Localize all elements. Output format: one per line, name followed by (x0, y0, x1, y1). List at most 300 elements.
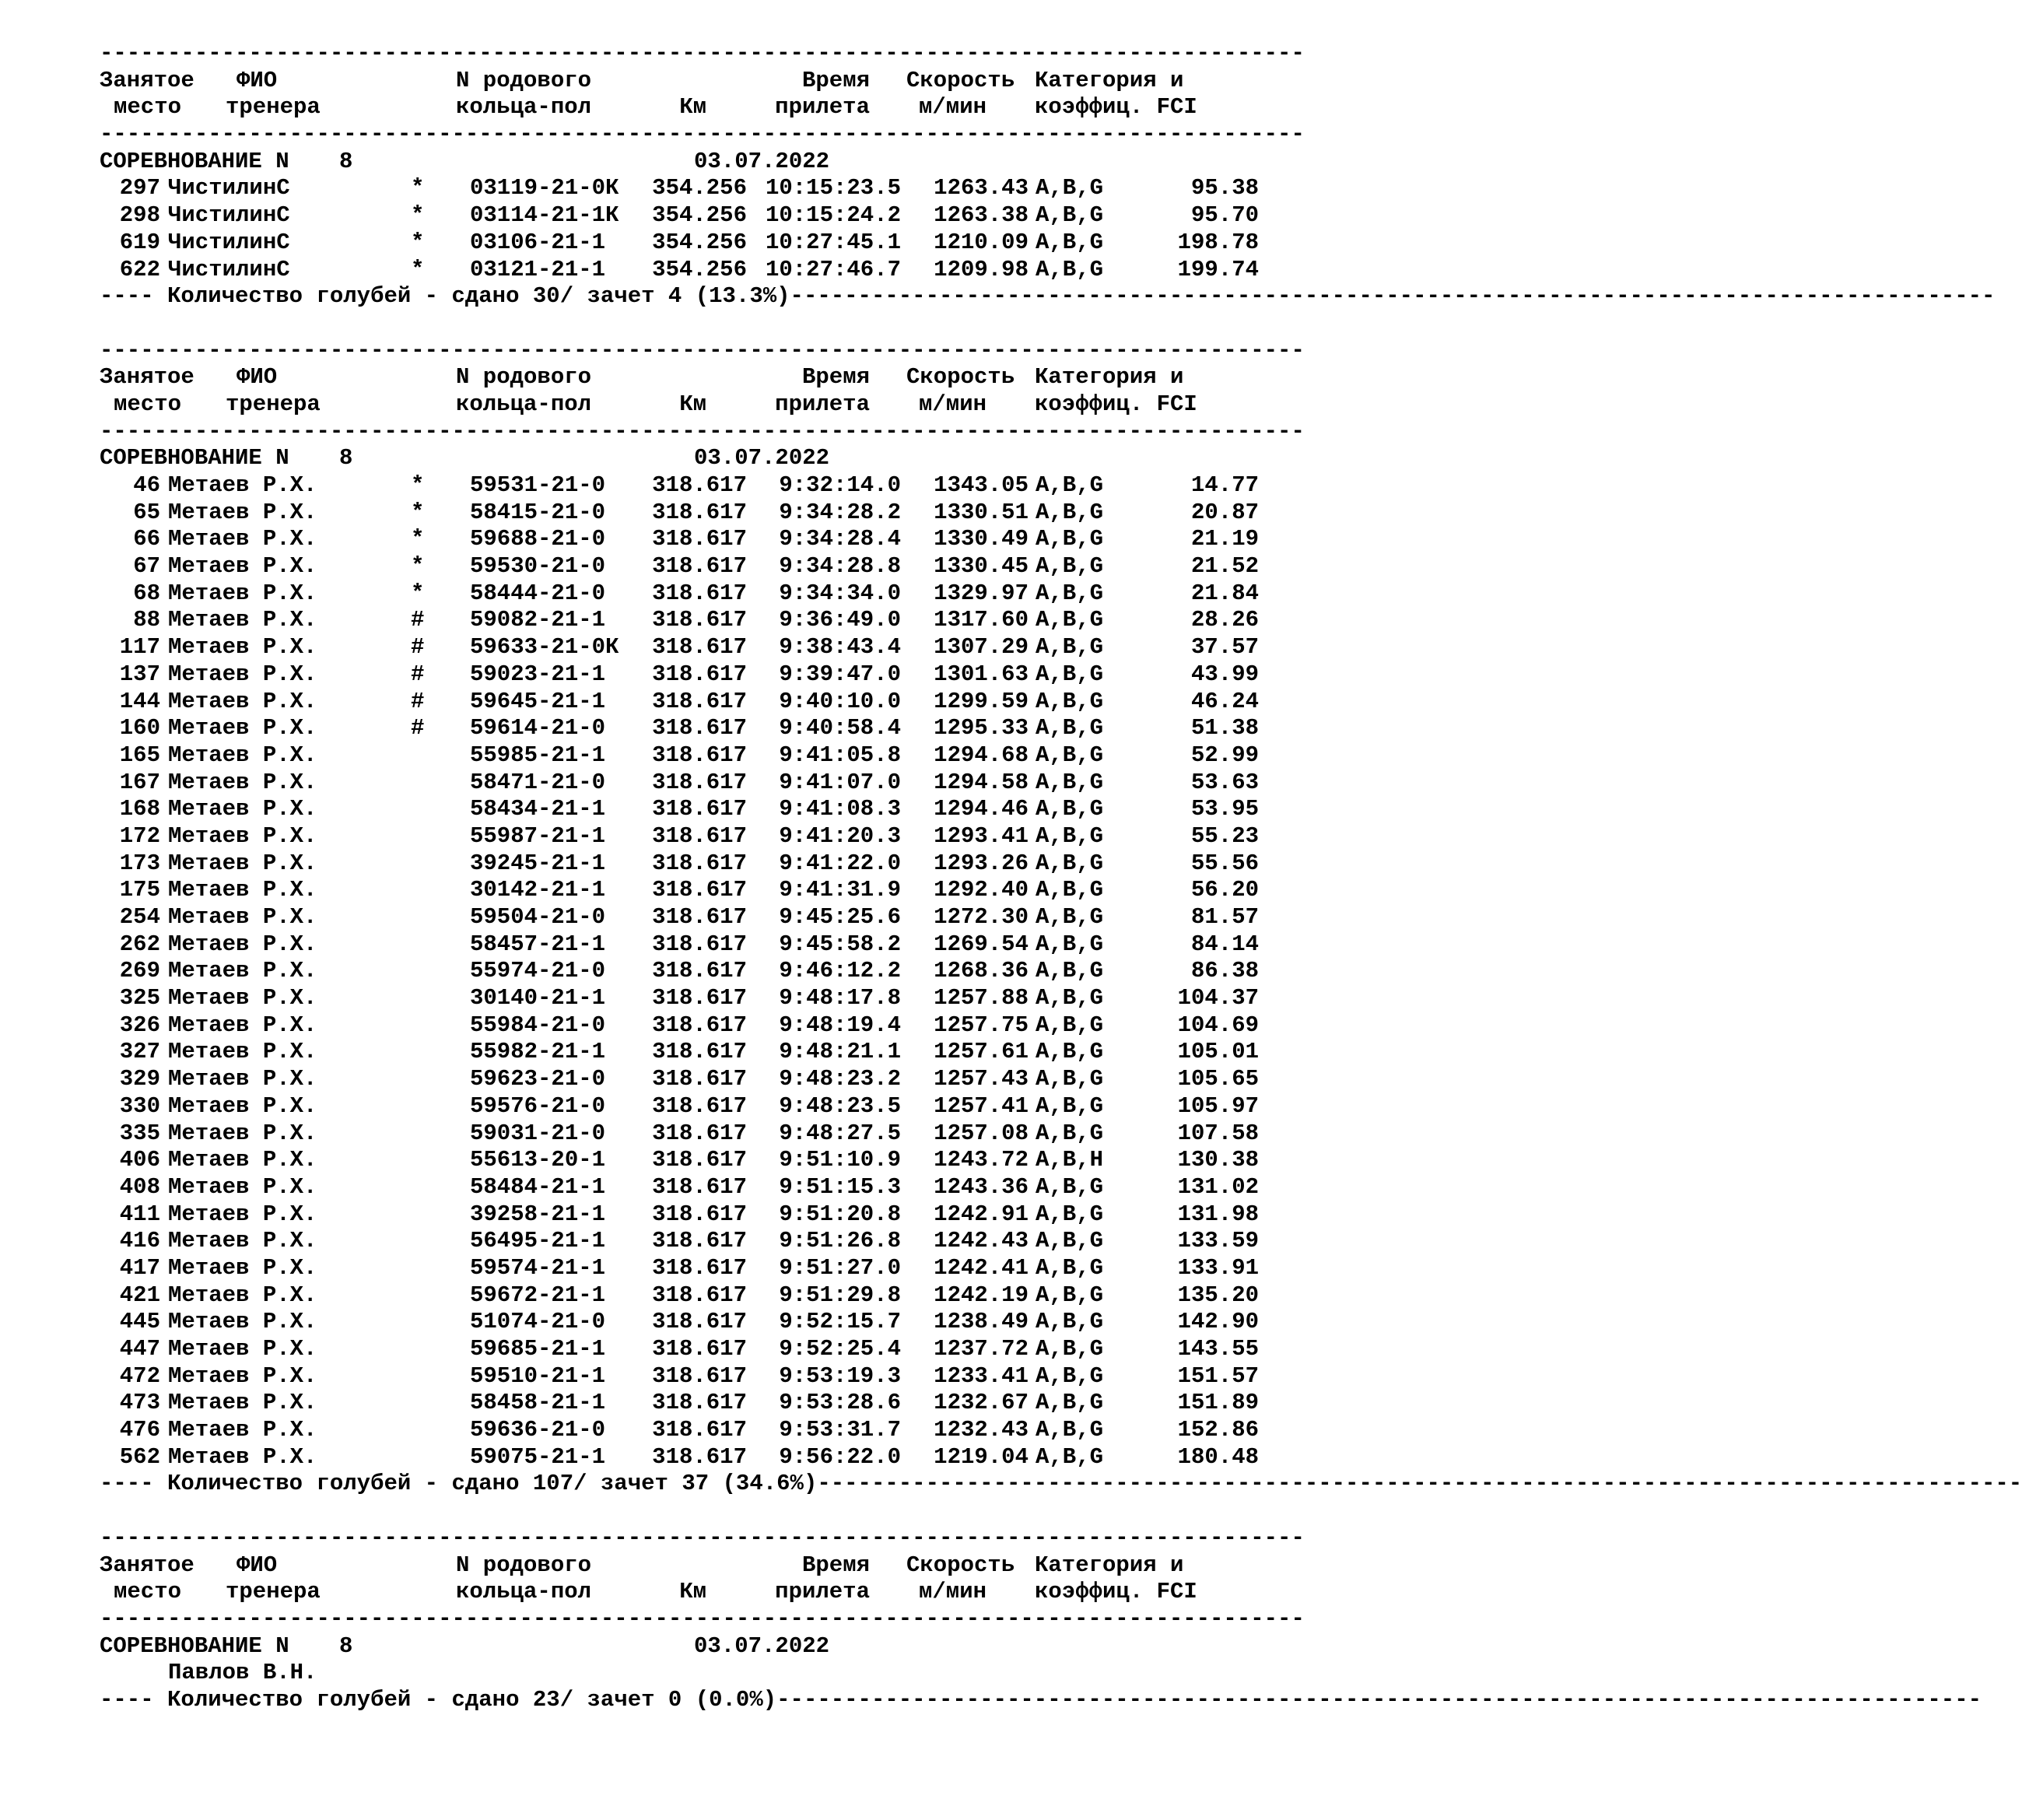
fci-coefficient: 55.23 (1190, 822, 1259, 849)
header-place: Занятое (100, 1552, 194, 1578)
table-row (100, 472, 1267, 500)
competition-date: 03.07.2022 (694, 445, 830, 472)
arrival-time: 9:56:22.0 (779, 1443, 901, 1470)
place: 562 (119, 1443, 160, 1470)
dash-divider: ----------------------------------------------------------------------------------------- (100, 40, 1305, 66)
speed: 1292.40 (934, 877, 1029, 903)
table-row (100, 715, 1267, 742)
ring-number: 55982-21-1 (470, 1039, 606, 1065)
arrival-time: 9:46:12.2 (779, 958, 901, 984)
fci-coefficient: 37.57 (1190, 634, 1259, 661)
place: 335 (119, 1120, 160, 1146)
speed: 1295.33 (934, 715, 1029, 742)
mark: # (411, 607, 425, 633)
speed: 1294.58 (934, 769, 1029, 795)
fancier-name: Метаев Р.Х. (168, 553, 317, 580)
speed: 1301.63 (934, 661, 1029, 687)
competition-number: 8 (339, 445, 353, 472)
distance-km: 318.617 (652, 822, 747, 849)
place: 411 (119, 1201, 160, 1227)
fancier-name: Метаев Р.Х. (168, 1362, 317, 1389)
ring-number: 58458-21-1 (470, 1390, 606, 1416)
section-title (100, 445, 1267, 472)
place: 417 (119, 1254, 160, 1281)
fci-coefficient: 105.01 (1177, 1039, 1259, 1065)
ring-number: 59504-21-0 (470, 904, 606, 930)
fancier-name: Метаев Р.Х. (168, 1201, 317, 1227)
fci-coefficient: 21.52 (1190, 553, 1259, 580)
fancier-name: Метаев Р.Х. (168, 1336, 317, 1362)
fancier-name: Метаев Р.Х. (168, 769, 317, 795)
category: A,B,G (1036, 985, 1104, 1012)
fancier-name: Метаев Р.Х. (168, 1282, 317, 1308)
table-row (100, 661, 1267, 689)
speed: 1257.41 (934, 1092, 1029, 1119)
arrival-time: 9:48:27.5 (779, 1120, 901, 1146)
header-name-2: тренера (226, 391, 321, 417)
category: A,B,G (1036, 850, 1104, 876)
distance-km: 318.617 (652, 796, 747, 822)
fci-coefficient: 198.78 (1177, 229, 1259, 255)
speed: 1343.05 (934, 472, 1029, 498)
speed: 1329.97 (934, 580, 1029, 606)
ring-number: 56495-21-1 (470, 1228, 606, 1254)
speed: 1242.41 (934, 1254, 1029, 1281)
place: 160 (119, 715, 160, 742)
arrival-time: 9:41:20.3 (779, 822, 901, 849)
arrival-time: 9:40:58.4 (779, 715, 901, 742)
category: A,B,G (1036, 1443, 1104, 1470)
table-row (100, 607, 1267, 634)
ring-number: 59510-21-1 (470, 1362, 606, 1389)
arrival-time: 9:51:27.0 (779, 1254, 901, 1281)
place: 473 (119, 1390, 160, 1416)
header-category-2: коэффиц. FCI (1035, 94, 1197, 121)
fci-coefficient: 56.20 (1190, 877, 1259, 903)
table-row (100, 202, 1267, 230)
fci-coefficient: 84.14 (1190, 931, 1259, 957)
header-ring-2: кольца-пол (456, 391, 592, 417)
category: A,B,G (1036, 904, 1104, 930)
fancier-name: Метаев Р.Х. (168, 472, 317, 498)
speed: 1294.68 (934, 742, 1029, 768)
speed: 1263.38 (934, 202, 1029, 229)
table-row (100, 1174, 1267, 1201)
category: A,B,G (1036, 688, 1104, 714)
header-row-2 (100, 1579, 1267, 1606)
ring-number: 39258-21-1 (470, 1201, 606, 1227)
place: 447 (119, 1336, 160, 1362)
arrival-time: 9:48:17.8 (779, 985, 901, 1012)
fci-coefficient: 53.95 (1190, 796, 1259, 822)
category: A,B,G (1036, 499, 1104, 525)
distance-km: 318.617 (652, 499, 747, 525)
ring-number: 58444-21-0 (470, 580, 606, 606)
category: A,B,G (1036, 175, 1104, 202)
speed: 1243.36 (934, 1173, 1029, 1200)
fancier-name: Метаев Р.Х. (168, 904, 317, 930)
ring-number: 03119-21-0К (470, 175, 619, 202)
speed: 1237.72 (934, 1336, 1029, 1362)
distance-km: 318.617 (652, 1201, 747, 1227)
arrival-time: 9:53:31.7 (779, 1417, 901, 1443)
fci-coefficient: 51.38 (1190, 715, 1259, 742)
ring-number: 03121-21-1 (470, 256, 606, 282)
category: A,B,G (1036, 1012, 1104, 1038)
ring-number: 59023-21-1 (470, 661, 606, 687)
header-speed: Скорость (906, 67, 1015, 93)
place: 416 (119, 1228, 160, 1254)
fci-coefficient: 14.77 (1190, 472, 1259, 498)
table-row (100, 1120, 1267, 1148)
ring-number: 39245-21-1 (470, 850, 606, 876)
mark: # (411, 688, 425, 714)
header-row-2 (100, 391, 1267, 419)
ring-number: 59531-21-0 (470, 472, 606, 498)
speed: 1330.49 (934, 526, 1029, 552)
dash-divider: ----------------------------------------------------------------------------------------- (100, 418, 1305, 444)
category: A,B,G (1036, 1228, 1104, 1254)
dash-divider: ----------------------------------------------------------------------------------------- (100, 337, 1305, 363)
distance-km: 318.617 (652, 1012, 747, 1038)
arrival-time: 9:41:22.0 (779, 850, 901, 876)
fancier-name: Метаев Р.Х. (168, 634, 317, 661)
header-ring: N родового (456, 364, 592, 391)
ring-number: 58415-21-0 (470, 499, 606, 525)
category: A,B,G (1036, 931, 1104, 957)
arrival-time: 10:27:46.7 (765, 256, 901, 282)
table-row (100, 1444, 1267, 1471)
distance-km: 318.617 (652, 526, 747, 552)
summary-line: ---- Количество голубей - сдано 107/ зачет 37 (34.6%)----------------------------------------------------------------------------------------- (100, 1471, 2022, 1497)
fancier-name: Метаев Р.Х. (168, 1443, 317, 1470)
arrival-time: 9:36:49.0 (779, 607, 901, 633)
speed: 1242.91 (934, 1201, 1029, 1227)
summary-line: ---- Количество голубей - сдано 30/ зачет 4 (13.3%)----------------------------------------------------------------------------------------- (100, 283, 1996, 310)
category: A,B,G (1036, 822, 1104, 849)
mark: * (411, 175, 425, 202)
fancier-name: Метаев Р.Х. (168, 1147, 317, 1173)
place: 144 (119, 688, 160, 714)
fci-coefficient: 95.38 (1190, 175, 1259, 202)
speed: 1242.43 (934, 1228, 1029, 1254)
speed: 1268.36 (934, 958, 1029, 984)
ring-number: 59530-21-0 (470, 553, 606, 580)
category: A,B,G (1036, 769, 1104, 795)
place: 68 (133, 580, 160, 606)
ring-number: 03114-21-1К (470, 202, 619, 229)
header-place-2: место (114, 391, 182, 417)
distance-km: 354.256 (652, 202, 747, 229)
ring-number: 59688-21-0 (470, 526, 606, 552)
category: A,B,G (1036, 607, 1104, 633)
table-row (100, 1336, 1267, 1363)
place: 167 (119, 769, 160, 795)
distance-km: 318.617 (652, 1390, 747, 1416)
table-row (100, 175, 1267, 202)
distance-km: 318.617 (652, 1362, 747, 1389)
distance-km: 318.617 (652, 1443, 747, 1470)
table-row (100, 958, 1267, 985)
distance-km: 318.617 (652, 715, 747, 742)
speed: 1263.43 (934, 175, 1029, 202)
table-row (100, 931, 1267, 959)
fci-coefficient: 105.65 (1177, 1066, 1259, 1092)
arrival-time: 9:40:10.0 (779, 688, 901, 714)
header-time: Время (801, 1552, 870, 1578)
category: A,B,G (1036, 715, 1104, 742)
fancier-name: Метаев Р.Х. (168, 1254, 317, 1281)
ring-number: 59576-21-0 (470, 1092, 606, 1119)
category: A,B,G (1036, 1282, 1104, 1308)
header-name: ФИО (237, 364, 278, 391)
arrival-time: 10:15:24.2 (765, 202, 901, 229)
place: 173 (119, 850, 160, 876)
fancier-name: Метаев Р.Х. (168, 607, 317, 633)
table-row (100, 742, 1267, 770)
place: 117 (119, 634, 160, 661)
place: 254 (119, 904, 160, 930)
arrival-time: 9:41:31.9 (779, 877, 901, 903)
fci-coefficient: 28.26 (1190, 607, 1259, 633)
fci-coefficient: 53.63 (1190, 769, 1259, 795)
arrival-time: 10:15:23.5 (765, 175, 901, 202)
competition-number: 8 (339, 148, 353, 174)
ring-number: 58484-21-1 (470, 1173, 606, 1200)
arrival-time: 9:48:23.5 (779, 1092, 901, 1119)
category: A,B,G (1036, 1336, 1104, 1362)
place: 168 (119, 796, 160, 822)
table-row (100, 823, 1267, 850)
ring-number: 59636-21-0 (470, 1417, 606, 1443)
ring-number: 55974-21-0 (470, 958, 606, 984)
ring-number: 59031-21-0 (470, 1120, 606, 1146)
table-row (100, 634, 1267, 661)
distance-km: 318.617 (652, 1282, 747, 1308)
header-row-2 (100, 94, 1267, 121)
header-name-2: тренера (226, 94, 321, 121)
distance-km: 318.617 (652, 661, 747, 687)
fci-coefficient: 21.19 (1190, 526, 1259, 552)
header-speed: Скорость (906, 364, 1015, 391)
fci-coefficient: 143.55 (1177, 1336, 1259, 1362)
table-row (100, 526, 1267, 553)
speed: 1219.04 (934, 1443, 1029, 1470)
fci-coefficient: 135.20 (1177, 1282, 1259, 1308)
fancier-name: Метаев Р.Х. (168, 1309, 317, 1335)
category: A,B,G (1036, 634, 1104, 661)
distance-km: 354.256 (652, 256, 747, 282)
table-row (100, 1309, 1267, 1336)
arrival-time: 9:51:15.3 (779, 1173, 901, 1200)
header-km: Км (679, 391, 706, 417)
header-speed: Скорость (906, 1552, 1015, 1578)
table-row (100, 1039, 1267, 1066)
speed: 1257.88 (934, 985, 1029, 1012)
arrival-time: 9:48:23.2 (779, 1066, 901, 1092)
ring-number: 59614-21-0 (470, 715, 606, 742)
category: A,B,G (1036, 553, 1104, 580)
place: 66 (133, 526, 160, 552)
dash-divider: ----------------------------------------------------------------------------------------- (100, 121, 1305, 148)
header-row-1 (100, 364, 1267, 391)
fancier-name: Метаев Р.Х. (168, 1390, 317, 1416)
fancier-name: Метаев Р.Х. (168, 850, 317, 876)
header-name: ФИО (237, 1552, 278, 1578)
fci-coefficient: 131.98 (1177, 1201, 1259, 1227)
arrival-time: 9:45:25.6 (779, 904, 901, 930)
header-speed-2: м/мин (918, 94, 986, 121)
category: A,B,H (1036, 1147, 1104, 1173)
table-row (100, 500, 1267, 527)
header-category-2: коэффиц. FCI (1035, 1579, 1197, 1605)
distance-km: 354.256 (652, 175, 747, 202)
fci-coefficient: 20.87 (1190, 499, 1259, 525)
fancier-name: Метаев Р.Х. (168, 931, 317, 957)
place: 406 (119, 1147, 160, 1173)
header-place: Занятое (100, 364, 194, 391)
fancier-name: Метаев Р.Х. (168, 796, 317, 822)
category: A,B,G (1036, 1201, 1104, 1227)
place: 88 (133, 607, 160, 633)
place: 67 (133, 553, 160, 580)
arrival-time: 9:41:08.3 (779, 796, 901, 822)
fancier-name: Метаев Р.Х. (168, 742, 317, 768)
arrival-time: 9:51:10.9 (779, 1147, 901, 1173)
fancier-name: Метаев Р.Х. (168, 1173, 317, 1200)
arrival-time: 10:27:45.1 (765, 229, 901, 255)
speed: 1257.75 (934, 1012, 1029, 1038)
place: 65 (133, 499, 160, 525)
distance-km: 318.617 (652, 742, 747, 768)
fci-coefficient: 52.99 (1190, 742, 1259, 768)
distance-km: 318.617 (652, 688, 747, 714)
header-name: ФИО (237, 67, 278, 93)
table-row (100, 904, 1267, 931)
ring-number: 55984-21-0 (470, 1012, 606, 1038)
arrival-time: 9:53:19.3 (779, 1362, 901, 1389)
distance-km: 318.617 (652, 931, 747, 957)
ring-number: 30140-21-1 (470, 985, 606, 1012)
fci-coefficient: 95.70 (1190, 202, 1259, 229)
arrival-time: 9:34:28.8 (779, 553, 901, 580)
category: A,B,G (1036, 1362, 1104, 1389)
category: A,B,G (1036, 1066, 1104, 1092)
header-speed-2: м/мин (918, 1579, 986, 1605)
header-km: Км (679, 1579, 706, 1605)
distance-km: 318.617 (652, 877, 747, 903)
place: 297 (119, 175, 160, 202)
dash-divider: ----------------------------------------------------------------------------------------- (100, 1524, 1305, 1551)
category: A,B,G (1036, 1120, 1104, 1146)
fancier-name: Метаев Р.Х. (168, 688, 317, 714)
header-ring-2: кольца-пол (456, 94, 592, 121)
speed: 1209.98 (934, 256, 1029, 282)
arrival-time: 9:45:58.2 (779, 931, 901, 957)
header-km: Км (679, 94, 706, 121)
place: 619 (119, 229, 160, 255)
distance-km: 354.256 (652, 229, 747, 255)
ring-number: 59685-21-1 (470, 1336, 606, 1362)
speed: 1330.45 (934, 553, 1029, 580)
speed: 1294.46 (934, 796, 1029, 822)
table-row (100, 1228, 1267, 1255)
header-speed-2: м/мин (918, 391, 986, 417)
fci-coefficient: 104.37 (1177, 985, 1259, 1012)
competition-date: 03.07.2022 (694, 1632, 830, 1659)
fancier-name: Метаев Р.Х. (168, 1092, 317, 1119)
fancier-name: Метаев Р.Х. (168, 985, 317, 1012)
place: 262 (119, 931, 160, 957)
header-time-2: прилета (775, 94, 870, 121)
arrival-time: 9:51:29.8 (779, 1282, 901, 1308)
fci-coefficient: 151.57 (1177, 1362, 1259, 1389)
fci-coefficient: 46.24 (1190, 688, 1259, 714)
fancier-name: ЧистилинС (168, 256, 290, 282)
fancier-name: Метаев Р.Х. (168, 1120, 317, 1146)
ring-number: 51074-21-0 (470, 1309, 606, 1335)
speed: 1299.59 (934, 688, 1029, 714)
header-place: Занятое (100, 67, 194, 93)
section-title (100, 1633, 1267, 1660)
mark: # (411, 661, 425, 687)
competition-label: СОРЕВНОВАНИЕ N (100, 148, 289, 174)
ring-number: 59075-21-1 (470, 1443, 606, 1470)
category: A,B,G (1036, 958, 1104, 984)
distance-km: 318.617 (652, 1092, 747, 1119)
speed: 1307.29 (934, 634, 1029, 661)
fci-coefficient: 104.69 (1177, 1012, 1259, 1038)
category: A,B,G (1036, 1417, 1104, 1443)
header-category: Категория и (1035, 364, 1184, 391)
speed: 1330.51 (934, 499, 1029, 525)
category: A,B,G (1036, 1039, 1104, 1065)
distance-km: 318.617 (652, 607, 747, 633)
category: A,B,G (1036, 229, 1104, 255)
fancier-name: Метаев Р.Х. (168, 877, 317, 903)
header-place-2: место (114, 1579, 182, 1605)
header-ring: N родового (456, 67, 592, 93)
competition-number: 8 (339, 1632, 353, 1659)
fancier-name: Метаев Р.Х. (168, 715, 317, 742)
category: A,B,G (1036, 580, 1104, 606)
category: A,B,G (1036, 1390, 1104, 1416)
distance-km: 318.617 (652, 1254, 747, 1281)
mark: * (411, 256, 425, 282)
table-row (100, 580, 1267, 608)
place: 165 (119, 742, 160, 768)
place: 326 (119, 1012, 160, 1038)
speed: 1257.43 (934, 1066, 1029, 1092)
header-time-2: прилета (775, 1579, 870, 1605)
fci-coefficient: 133.91 (1177, 1254, 1259, 1281)
header-category-2: коэффиц. FCI (1035, 391, 1197, 417)
table-row (100, 553, 1267, 580)
speed: 1257.61 (934, 1039, 1029, 1065)
distance-km: 318.617 (652, 850, 747, 876)
dash-divider: ----------------------------------------------------------------------------------------- (100, 1605, 1305, 1632)
table-row (100, 1417, 1267, 1444)
fci-coefficient: 130.38 (1177, 1147, 1259, 1173)
fancier-name: Метаев Р.Х. (168, 1228, 317, 1254)
category: A,B,G (1036, 1173, 1104, 1200)
ring-number: 58471-21-0 (470, 769, 606, 795)
ring-number: 30142-21-1 (470, 877, 606, 903)
speed: 1232.43 (934, 1417, 1029, 1443)
speed: 1293.26 (934, 850, 1029, 876)
speed: 1232.67 (934, 1390, 1029, 1416)
table-row (100, 1012, 1267, 1040)
